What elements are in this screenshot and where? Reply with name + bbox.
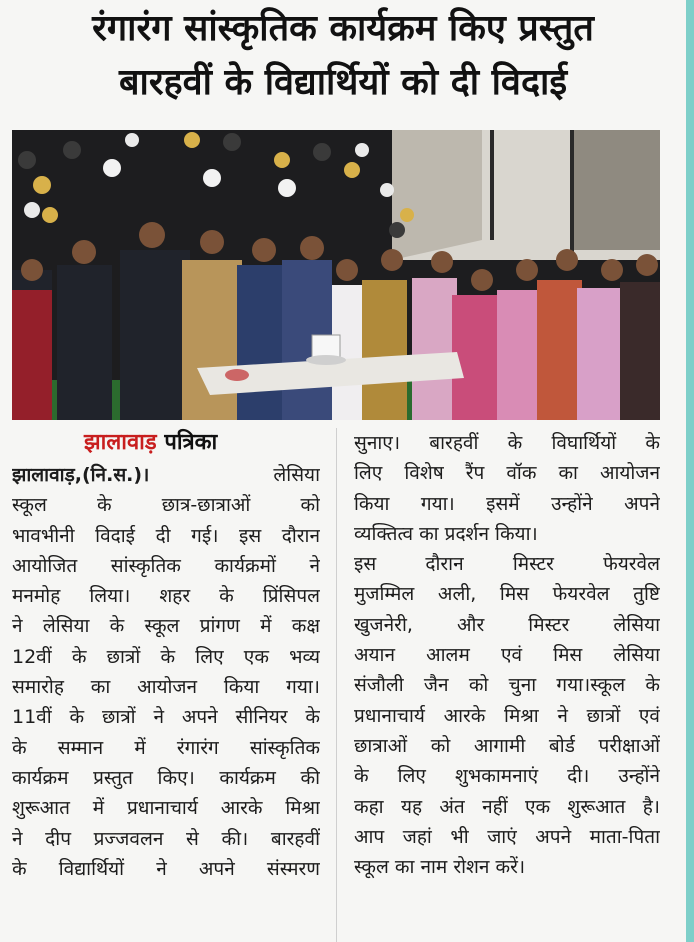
article-line: के लिए शुभकामनाएं दी। उन्होंने xyxy=(354,765,660,788)
headline-line-2: बारहवीं के विद्यार्थियों को दी विदाई xyxy=(118,62,568,103)
article-line: सुनाए। बारहवीं के विघार्थियों के xyxy=(354,432,660,454)
article-line: भावभीनी विदाई दी गई। इस दौरान xyxy=(12,524,320,547)
article-line: के विद्यार्थियों ने अपने संस्मरण xyxy=(12,857,320,880)
article-line: समारोह का आयोजन किया गया। xyxy=(12,676,320,699)
right-edge-strip xyxy=(686,0,694,942)
article-text: लेसिया xyxy=(273,464,320,486)
column-divider xyxy=(336,428,337,942)
article-line: के सम्मान में रंगारंग सांस्कृतिक xyxy=(12,736,320,759)
article-line: ने दीप प्रज्जवलन से की। बारहवीं xyxy=(12,827,320,850)
article-line: कहा यह अंत नहीं एक शुरूआत है। xyxy=(354,795,660,818)
article-line: मुजम्मिल अली, मिस फेयरवेल तुष्टि xyxy=(354,583,660,606)
article-line: व्यक्तित्व का प्रदर्शन किया। xyxy=(354,522,538,545)
brand-paper: पत्रिका xyxy=(164,430,218,455)
article-line: आप जहां भी जाएं अपने माता-पिता xyxy=(354,825,660,848)
article-line: इस दौरान मिस्टर फेयरवेल xyxy=(354,553,660,576)
headline-line-1: रंगारंग सांस्कृतिक कार्यक्रम किए प्रस्तुत xyxy=(92,8,594,49)
article-line: खुजनेरी, और मिस्टर लेसिया xyxy=(354,613,660,636)
dateline: झालावाड़,(नि.स.)। xyxy=(12,464,150,486)
article-line: ने लेसिया के स्कूल प्रांगण में कक्ष xyxy=(12,615,320,638)
newspaper-brand xyxy=(84,428,217,458)
article-line: प्रधानाचार्य आरके मिश्रा ने छात्रों एवं xyxy=(354,704,660,727)
article-line: संजौली जैन को चुना गया।स्कूल के xyxy=(354,674,660,697)
article-line: लिए विशेष रैंप वॉक का आयोजन xyxy=(354,462,660,485)
article-line: शुरूआत में प्रधानाचार्य आरके मिश्रा xyxy=(12,797,320,820)
news-photo xyxy=(12,130,660,420)
article-line: किया गया। इसमें उन्होंने अपने xyxy=(354,492,660,515)
article-right-column xyxy=(354,428,660,882)
article-left-column xyxy=(12,460,320,884)
article-line: स्कूल के छात्र-छात्राओं को xyxy=(12,494,320,517)
article-line: स्कूल का नाम रोशन करें। xyxy=(354,856,526,879)
article-line: कार्यक्रम प्रस्तुत किए। कार्यक्रम की xyxy=(12,766,320,789)
article-line xyxy=(12,460,320,490)
article-line: अयान आलम एवं मिस लेसिया xyxy=(354,644,660,667)
article-line: मनमोह लिया। शहर के प्रिंसिपल xyxy=(12,585,320,608)
article-line: 12वीं के छात्रों के लिए एक भव्य xyxy=(12,645,320,668)
article-line: आयोजित सांस्कृतिक कार्यक्रमों ने xyxy=(12,554,320,577)
brand-city: झालावाड़ xyxy=(84,430,157,455)
article-line: 11वीं के छात्रों ने अपने सीनियर के xyxy=(12,706,320,729)
article-line: छात्राओं को आगामी बोर्ड परीक्षाओं xyxy=(354,734,660,757)
